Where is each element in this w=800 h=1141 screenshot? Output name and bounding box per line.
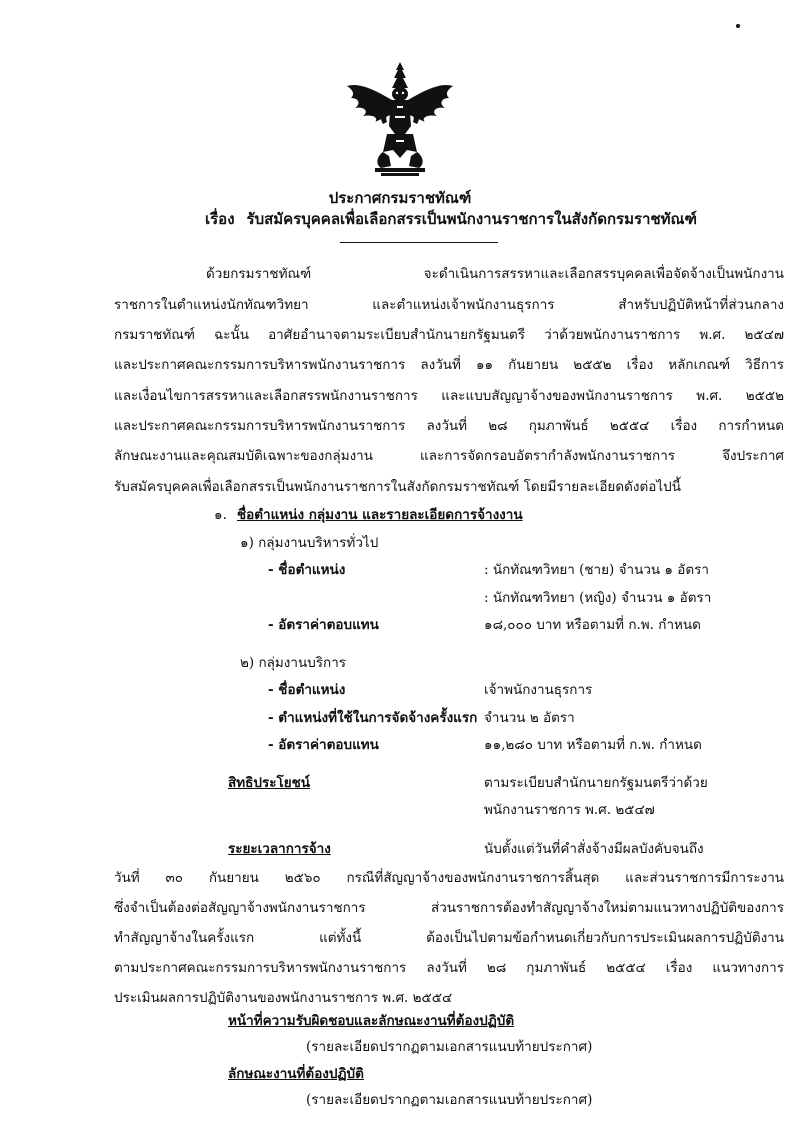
field-label: - อัตราค่าตอบแทน — [268, 737, 379, 753]
field-value: จำนวน ๒ อัตรา — [484, 710, 575, 726]
intro-line: รับสมัครบุคคลเพื่อเลือกสรรเป็นพนักงานราชการในสังกัดกรมราชทัณฑ์ โดยมีรายละเอียดดังต่อไปนี้ — [114, 479, 681, 495]
duties-value: (รายละเอียดปรากฏตามเอกสารแนบท้ายประกาศ) — [306, 1039, 593, 1055]
field-value: : นักทัณฑวิทยา (ชาย) จำนวน ๑ อัตรา — [484, 562, 709, 578]
duration-text: ทำสัญญาจ้างในครั้งแรก แต่ทั้งนี้ ต้องเป็นไปตามข้อกำหนดเกี่ยวกับการประเมินผลการปฏิบัติงาน — [114, 930, 784, 946]
field-value: : นักทัณฑวิทยา (หญิง) จำนวน ๑ อัตรา — [484, 590, 712, 606]
page-title: ประกาศกรมราชทัณฑ์ — [328, 189, 472, 207]
title-divider — [340, 242, 498, 243]
field-value: ๑๘,๐๐๐ บาท หรือตามที่ ก.พ. กำหนด — [484, 617, 701, 633]
duration-text: ซึ่งจำเป็นต้องต่อสัญญาจ้างพนักงานราชการ ส่วนราชการต้องทำสัญญาจ้างใหม่ตามแนวทางปฏิบัติของการ — [114, 900, 784, 916]
subject-line — [205, 207, 697, 231]
field-value: ๑๑,๒๘๐ บาท หรือตามที่ ก.พ. กำหนด — [484, 737, 702, 753]
duration-text: นับตั้งแต่วันที่คำสั่งจ้างมีผลบังคับจนถึง — [484, 841, 704, 857]
intro-line: ราชการในตำแหน่งนักทัณฑวิทยา และตำแหน่งเจ้าพนักงานธุรการ สำหรับปฏิบัติหน้าที่ส่วนกลาง — [114, 297, 784, 313]
group-label: ๒) กลุ่มงานบริการ — [240, 655, 347, 671]
benefits-value: พนักงานราชการ พ.ศ. ๒๕๔๗ — [484, 802, 655, 818]
duration-text: ประเมินผลการปฏิบัติงานของพนักงานราชการ พ.ศ. ๒๕๕๔ — [114, 990, 453, 1006]
field-label: - อัตราค่าตอบแทน — [268, 617, 379, 633]
intro-line: ด้วยกรมราชทัณฑ์ จะดำเนินการสรรหาและเลือกสรรบุคคลเพื่อจัดจ้างเป็นพนักงาน — [206, 266, 784, 282]
group-label: ๑) กลุ่มงานบริหารทั่วไป — [240, 535, 379, 551]
garuda-emblem-icon — [345, 60, 455, 180]
work-nature-label: ลักษณะงานที่ต้องปฏิบัติ — [228, 1066, 364, 1082]
subject-label: เรื่อง — [205, 210, 235, 228]
intro-line: และเงื่อนไขการสรรหาและเลือกสรรพนักงานราชการ และแบบสัญญาจ้างของพนักงานราชการ พ.ศ. ๒๕๕๒ — [114, 388, 784, 404]
subject-text: รับสมัครบุคคลเพื่อเลือกสรรเป็นพนักงานราชการในสังกัดกรมราชทัณฑ์ — [246, 210, 697, 228]
intro-line: ลักษณะงานและคุณสมบัติเฉพาะของกลุ่มงาน และการจัดกรอบอัตรากำลังพนักงานราชการ จึงประกาศ — [114, 448, 784, 464]
duties-label: หน้าที่ความรับผิดชอบและลักษณะงานที่ต้องปฏิบัติ — [228, 1013, 515, 1029]
duration-label: ระยะเวลาการจ้าง — [228, 841, 331, 857]
duration-text: ตามประกาศคณะกรรมการบริหารพนักงานราชการ ลงวันที่ ๒๘ กุมภาพันธ์ ๒๕๕๔ เรื่อง แนวทางการ — [114, 960, 784, 976]
section-heading: ชื่อตำแหน่ง กลุ่มงาน และรายละเอียดการจ้างงาน — [237, 507, 523, 523]
intro-line: และประกาศคณะกรรมการบริหารพนักงานราชการ ลงวันที่ ๒๘ กุมภาพันธ์ ๒๕๕๔ เรื่อง การกำหนด — [114, 418, 784, 434]
benefits-value: ตามระเบียบสำนักนายกรัฐมนตรีว่าด้วย — [484, 775, 708, 791]
field-value: เจ้าพนักงานธุรการ — [484, 682, 593, 698]
benefits-label: สิทธิประโยชน์ — [228, 775, 311, 791]
work-nature-value: (รายละเอียดปรากฏตามเอกสารแนบท้ายประกาศ) — [306, 1092, 593, 1108]
intro-line: และประกาศคณะกรรมการบริหารพนักงานราชการ ลงวันที่ ๑๑ กันยายน ๒๕๕๒ เรื่อง หลักเกณฑ์ วิธีการ — [114, 357, 784, 373]
ink-dot — [736, 24, 740, 28]
field-label: - ชื่อตำแหน่ง — [268, 682, 346, 698]
field-label: - ชื่อตำแหน่ง — [268, 562, 346, 578]
section-number: ๑. — [214, 507, 227, 523]
duration-text: วันที่ ๓๐ กันยายน ๒๕๖๐ กรณีที่สัญญาจ้างของพนักงานราชการสิ้นสุด และส่วนราชการมีการะงาน — [114, 870, 784, 886]
intro-line: กรมราชทัณฑ์ ฉะนั้น อาศัยอำนาจตามระเบียบสำนักนายกรัฐมนตรี ว่าด้วยพนักงานราชการ พ.ศ. ๒๕๔๗ — [114, 327, 784, 343]
field-label: - ตำแหน่งที่ใช้ในการจัดจ้างครั้งแรก — [268, 710, 478, 726]
